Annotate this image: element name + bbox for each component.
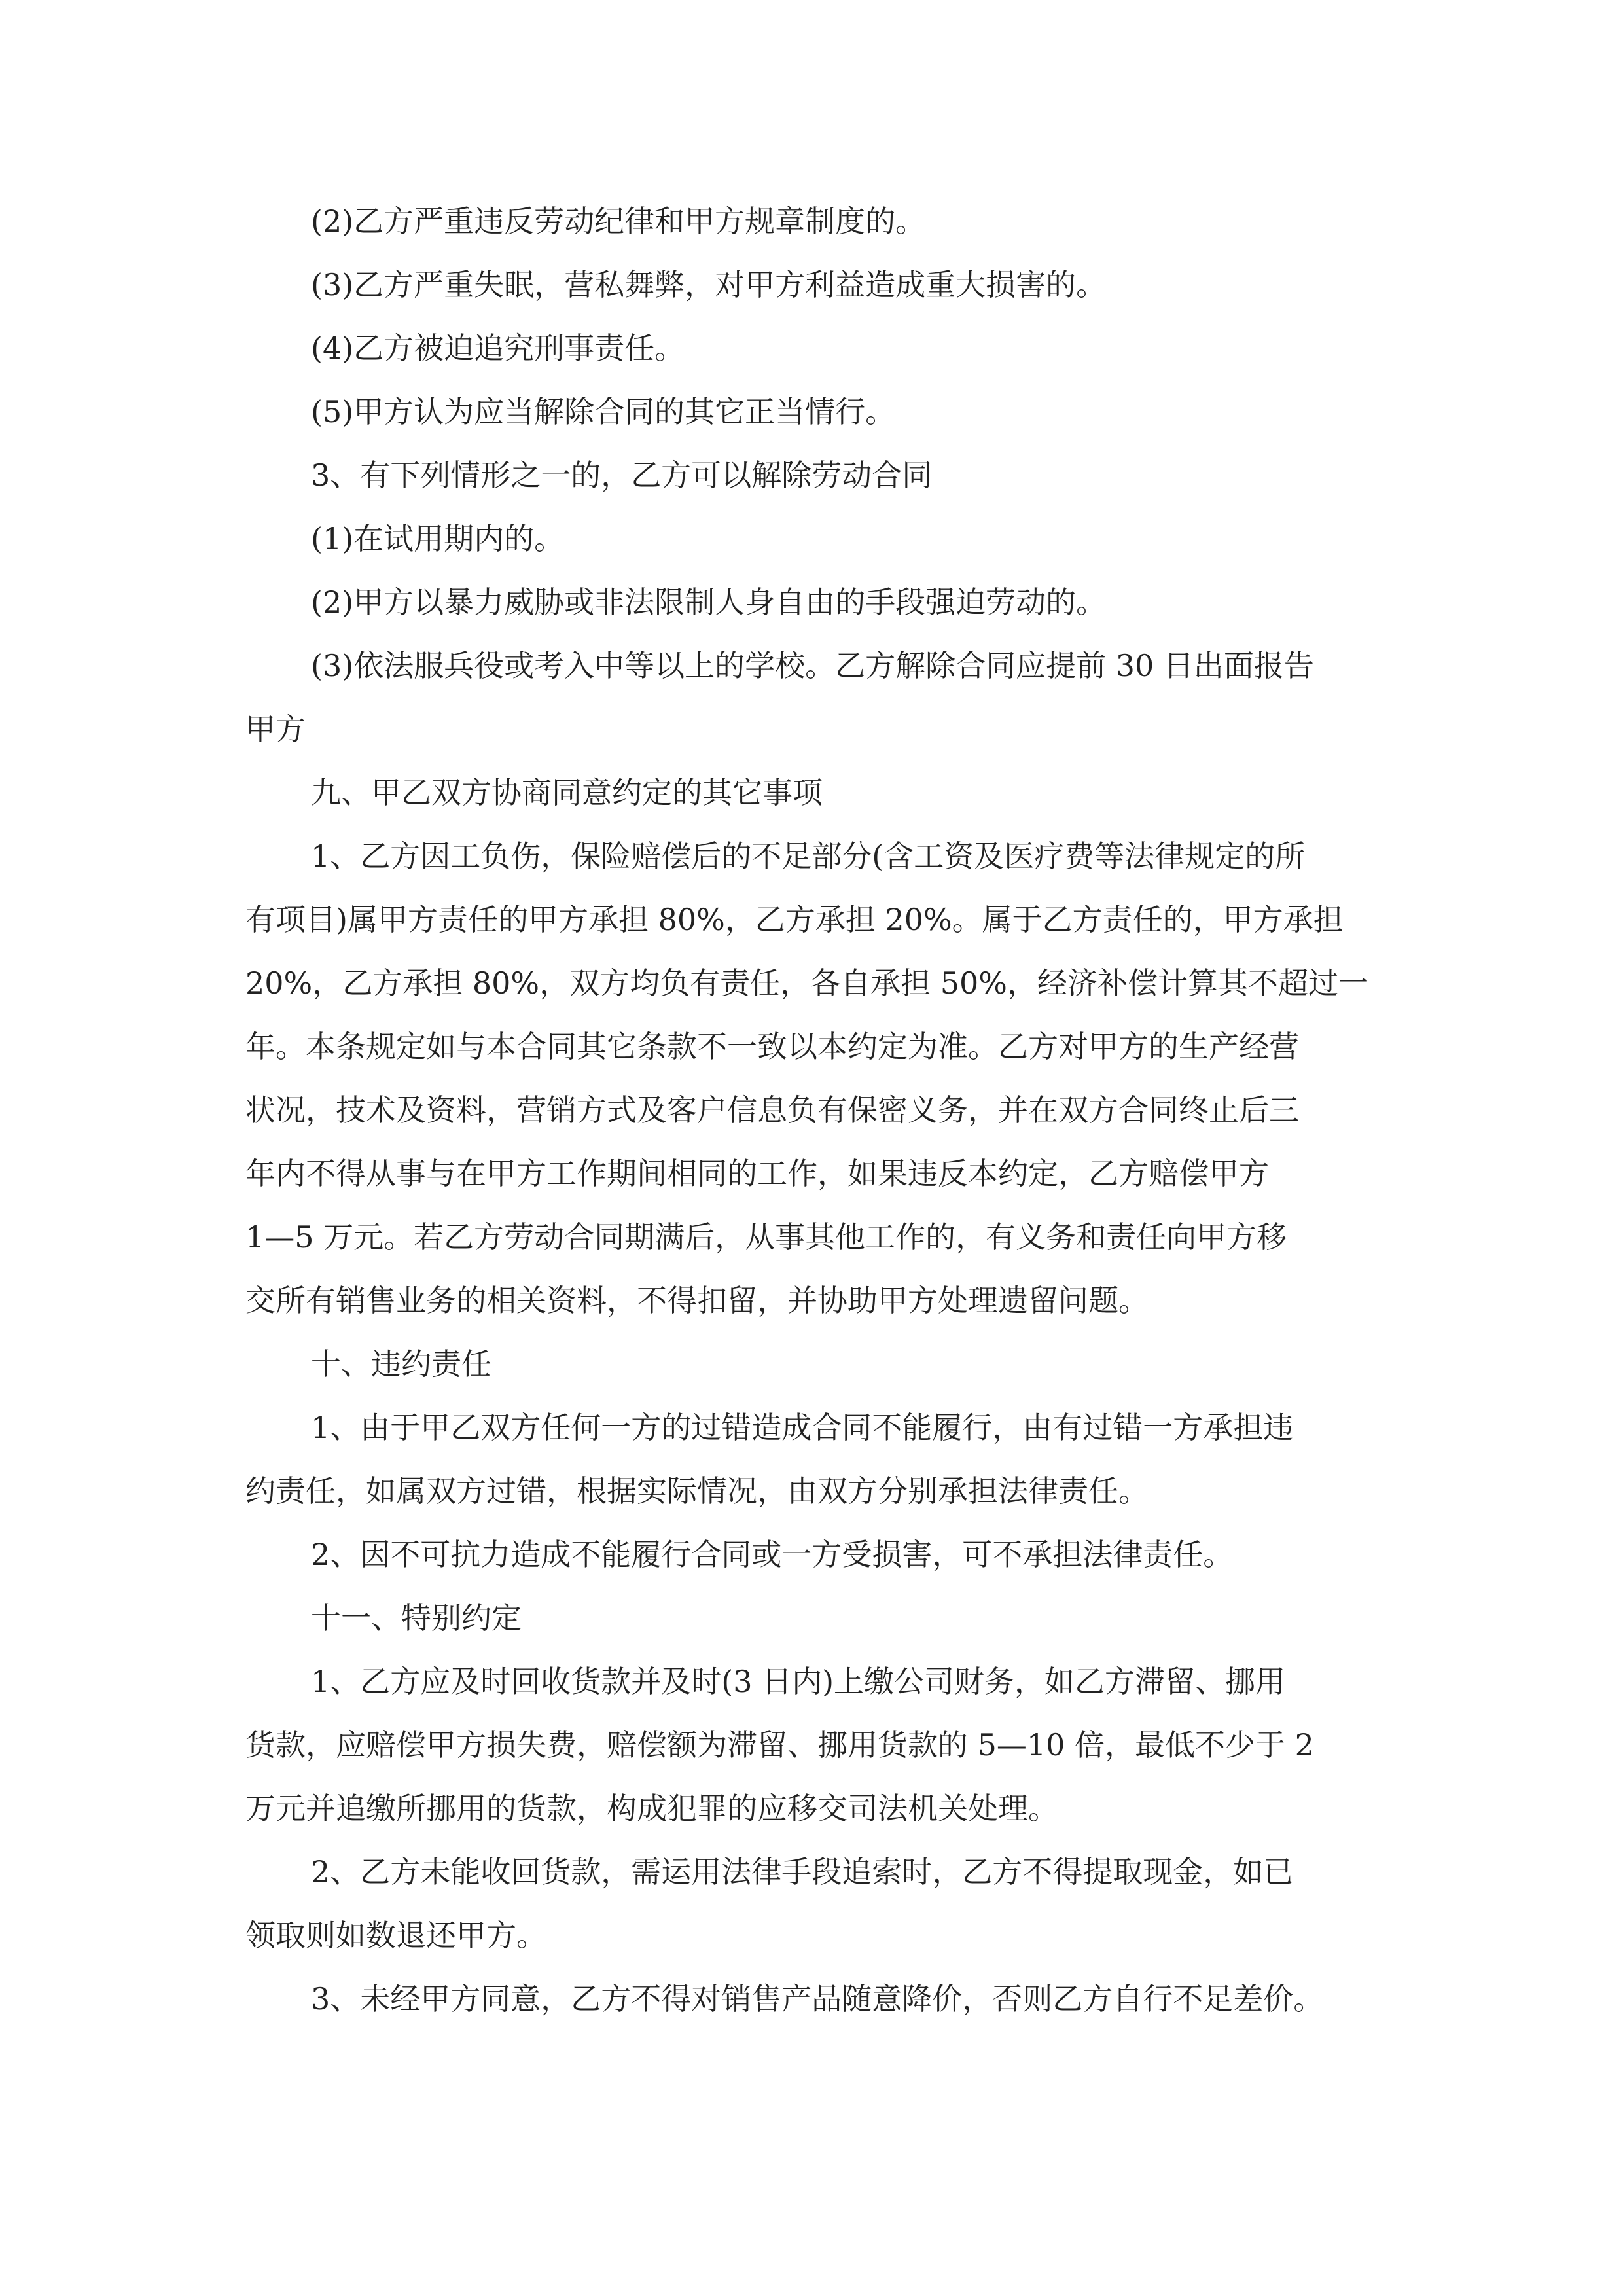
text-line: 万元并追缴所挪用的货款，构成犯罪的应移交司法机关处理。 bbox=[245, 1791, 1058, 1826]
text-line: 货款，应赔偿甲方损失费，赔偿额为滞留、挪用货款的 5—10 倍，最低不少于 2 bbox=[245, 1727, 1314, 1763]
text-line: 20%，乙方承担 80%，双方均负有责任，各自承担 50%，经济补偿计算其不超过一 bbox=[245, 965, 1368, 1001]
text-line: 3、未经甲方同意，乙方不得对销售产品随意降价，否则乙方自行不足差价。 bbox=[311, 1981, 1324, 2017]
text-line: 约责任，如属双方过错，根据实际情况，由双方分别承担法律责任。 bbox=[245, 1473, 1149, 1509]
text-line: 交所有销售业务的相关资料，不得扣留，并协助甲方处理遗留问题。 bbox=[245, 1283, 1149, 1318]
text-line: 1、乙方应及时回收货款并及时(3 日内)上缴公司财务，如乙方滞留、挪用 bbox=[311, 1664, 1286, 1699]
text-line: 有项目)属甲方责任的甲方承担 80%，乙方承担 20%。属于乙方责任的，甲方承担 bbox=[245, 902, 1344, 937]
text-line: 十一、特别约定 bbox=[311, 1600, 522, 1636]
text-line: (5)甲方认为应当解除合同的其它正当情行。 bbox=[311, 394, 896, 429]
text-line: (4)乙方被迫追究刑事责任。 bbox=[311, 331, 685, 366]
text-line: 年内不得从事与在甲方工作期间相同的工作，如果违反本约定，乙方赔偿甲方 bbox=[245, 1156, 1269, 1191]
text-line: 十、违约责任 bbox=[311, 1346, 491, 1382]
text-line: (3)依法服兵役或考入中等以上的学校。乙方解除合同应提前 30 日出面报告 bbox=[311, 648, 1314, 683]
text-line: 1、乙方因工负伤，保险赔偿后的不足部分(含工资及医疗费等法律规定的所 bbox=[311, 838, 1306, 874]
text-line: 甲方 bbox=[245, 711, 306, 747]
text-line: 年。本条规定如与本合同其它条款不一致以本约定为准。乙方对甲方的生产经营 bbox=[245, 1029, 1299, 1064]
text-line: 状况，技术及资料，营销方式及客户信息负有保密义务，并在双方合同终止后三 bbox=[245, 1092, 1299, 1128]
text-line: (2)乙方严重违反劳动纪律和甲方规章制度的。 bbox=[311, 204, 926, 239]
text-line: (1)在试用期内的。 bbox=[311, 521, 565, 556]
text-line: 2、乙方未能收回货款，需运用法律手段追索时，乙方不得提取现金，如已 bbox=[311, 1854, 1294, 1890]
text-line: 九、甲乙双方协商同意约定的其它事项 bbox=[311, 775, 823, 810]
text-line: 领取则如数退还甲方。 bbox=[245, 1918, 546, 1953]
document-page bbox=[245, 190, 1397, 2031]
text-line: 2、因不可抗力造成不能履行合同或一方受损害，可不承担法律责任。 bbox=[311, 1537, 1234, 1572]
text-line: (2)甲方以暴力威胁或非法限制人身自由的手段强迫劳动的。 bbox=[311, 584, 1107, 620]
text-line: 1、由于甲乙双方任何一方的过错造成合同不能履行，由有过错一方承担违 bbox=[311, 1410, 1294, 1445]
text-line: 1—5 万元。若乙方劳动合同期满后，从事其他工作的，有义务和责任向甲方移 bbox=[245, 1219, 1287, 1255]
text-line: 3、有下列情形之一的，乙方可以解除劳动合同 bbox=[311, 457, 933, 493]
text-line: (3)乙方严重失眠，营私舞弊，对甲方利益造成重大损害的。 bbox=[311, 267, 1107, 302]
